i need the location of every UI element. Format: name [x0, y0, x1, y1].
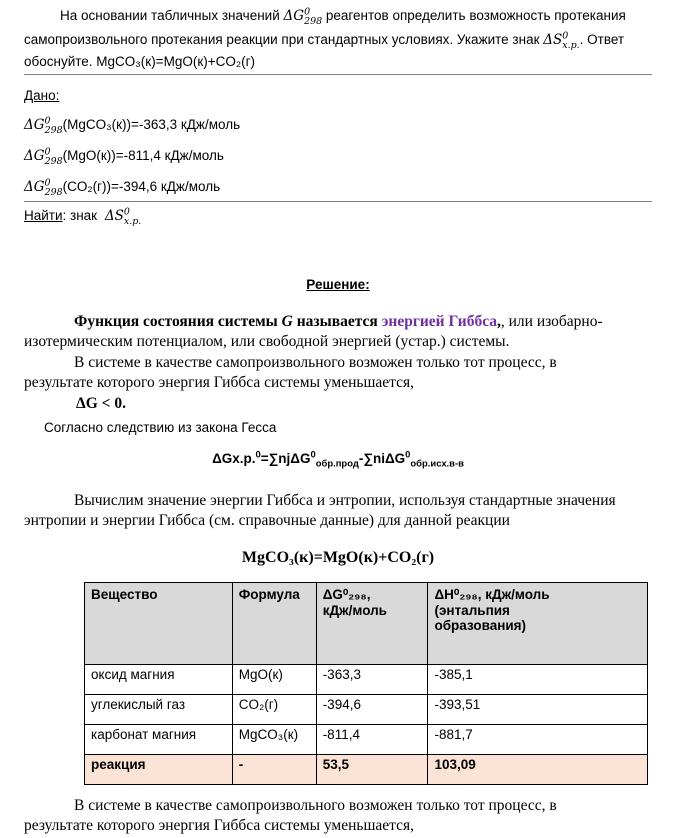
- table-row: оксид магния MgO(к) -363,3 -385,1: [85, 665, 648, 695]
- given-item: $\Delta G^0_{298}(CO_2(г))=-394,6$ кДж/моль: [24, 177, 221, 198]
- thermo-table: [84, 582, 648, 785]
- table-row: карбонат магния MgCO₃(к) -811,4 -881,7: [85, 725, 648, 755]
- calc-text: Вычислим значение энергии Гиббса и энтропии, используя стандартные значения энтропии и энергии Гиббса (см. справочные данные) для данной реакции: [24, 492, 616, 529]
- given-item: $\Delta G^0_{298}(MgCO_3(к))=-363,3$ кДж/моль: [24, 115, 241, 136]
- col-header-substance: Вещество: [85, 583, 233, 665]
- hess-formula: ΔGх.р.$^0$=∑njΔG$^0_{обр.прод}$-∑niΔG$^0_{обр.исх.в-в}$: [212, 449, 464, 470]
- task-statement: На основании табличных значений $\Delta G^0_{298}$ реагентов определить возможность протекания самопроизвольного протекания реакции при стандартных условиях. Укажите знак $\Delta S^0_{х.р.}$. Ответ обоснуйте. MgCO₃(к)=MgO(к)+CO₂(г): [24, 6, 626, 69]
- gibbs-definition: Функция состояния системы G называется энергией Гиббса,, или изобарно- изотермическим потенциалом, или свободной энергией (устар.) системы. В системе в качестве самопроизвольного возможен только тот процесс, в результате которого энергия Гиббса системы уменьшается, ΔG < 0.: [24, 313, 603, 412]
- table-row-reaction: реакция - 53,5 103,09: [85, 755, 648, 785]
- given-item: $\Delta G^0_{298}(MgO(к))=-811,4$ кДж/моль: [24, 146, 224, 167]
- gibbs-symbol: $\Delta G^0_{298}$: [283, 6, 323, 27]
- solution-title: Решение:: [306, 277, 370, 292]
- col-header-dg: ΔG⁰₂₉₈, кДж/моль: [316, 583, 428, 665]
- table-row: углекислый газ CO₂(г) -394,6 -393,51: [85, 695, 648, 725]
- find-section: Найти: знак $\Delta S^0_{х.р.}$: [24, 206, 142, 227]
- divider: [24, 201, 652, 202]
- col-header-formula: Формула: [232, 583, 316, 665]
- given-section: Дано: $\Delta G^0_{298}(MgCO_3(к))=-363,3$ кДж/моль $\Delta G^0_{298}(MgO(к))=-811,4$ кДж/моль $\Delta G^0_{298}(CO_2(г))=-394,6$ кДж/моль: [24, 88, 241, 198]
- hess-text: Согласно следствию из закона Гесса: [44, 420, 277, 435]
- col-header-dh: ΔH⁰₂₉₈, кДж/моль (энтальпия образования): [428, 583, 648, 665]
- entropy-symbol: $\Delta S^0_{х.р.}$: [543, 30, 580, 51]
- conclusion-text: В системе в качестве самопроизвольного возможен только тот процесс, в результате которого энергия Гиббса системы уменьшается,: [24, 797, 557, 834]
- reaction-equation: MgCO₃(к)=MgO(к)+CO₂(г): [241, 549, 435, 566]
- divider: [24, 74, 652, 75]
